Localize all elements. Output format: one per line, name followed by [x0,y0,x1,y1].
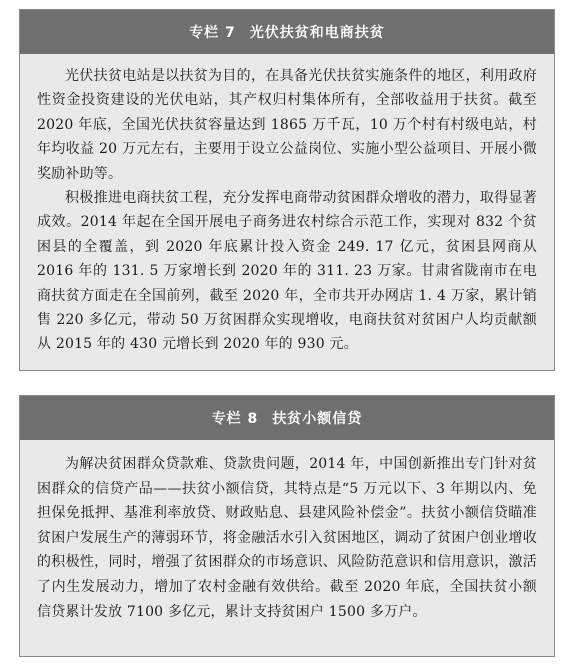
column-8-paragraph-1: 为解决贫困群众贷款难、贷款贵问题，2014 年，中国创新推出专门针对贫困群众的信贷产品——扶贫小额信贷，其特点是“5 万元以下、3 年期以内、免担保免抵押、基准利率放贷、财政贴息、县建风险补偿金”。扶贫小额信贷瞄准贫困户发展生产的薄弱环节，将金融活水引入贫困地区，调动了贫困户创业增收的积极性，同时，增强了贫困群众的市场意识、风险防范意识和信用意识，激活了内生发展动力，增加了农村金融有效供给。截至 2020 年底，全国扶贫小额信贷累计发放 7100 多亿元，累计支持贫困户 1500 多万户。 [37,456,537,620]
column-8-title: 扶贫小额信贷 [272,411,363,427]
column-7-paragraph-2: 积极推进电商扶贫工程，充分发挥电商带动贫困群众增收的潜力，取得显著成效。2014 年起在全国开展电子商务进农村综合示范工作，实现对 832 个贫困县的全覆盖，到 2020 年底累计投入资金 249. 17 亿元，贫困县网商从 2016 年的 131. 5 万家增长到 2020 年的 311. 23 万家。甘肃省陇南市在电商扶贫方面走在全国前列，截至 2020 年，全市共开办网店 1. 4 万家，累计销售 220 多亿元，带动 50 万贫困群众实现增收，电商扶贫对贫困户人均贡献额从 2015 年的 430 元增长到 2020 年的 930 元。 [37,190,537,353]
column-7-header [20,10,554,54]
column-7-number: 专栏 7 [189,25,236,41]
column-8-body [20,440,554,624]
column-7-title: 光伏扶贫和电商扶贫 [249,25,385,41]
column-8-header [20,396,554,440]
column-7-paragraph-1: 光伏扶贫电站是以扶贫为目的，在具备光伏扶贫实施条件的地区，利用政府性资金投资建设的光伏电站，其产权归村集体所有，全部收益用于扶贫。截至 2020 年底，全国光伏扶贫容量达到 1865 万千瓦，10 万个村有村级电站，村年均收益 20 万元左右，主要用于设立公益岗位、实施小型公益项目、开展小微奖励补助等。 [37,68,537,182]
column-7-body [20,54,554,357]
column-8-number: 专栏 8 [211,411,259,427]
column-box-7 [19,9,555,371]
column-box-8 [19,395,555,657]
